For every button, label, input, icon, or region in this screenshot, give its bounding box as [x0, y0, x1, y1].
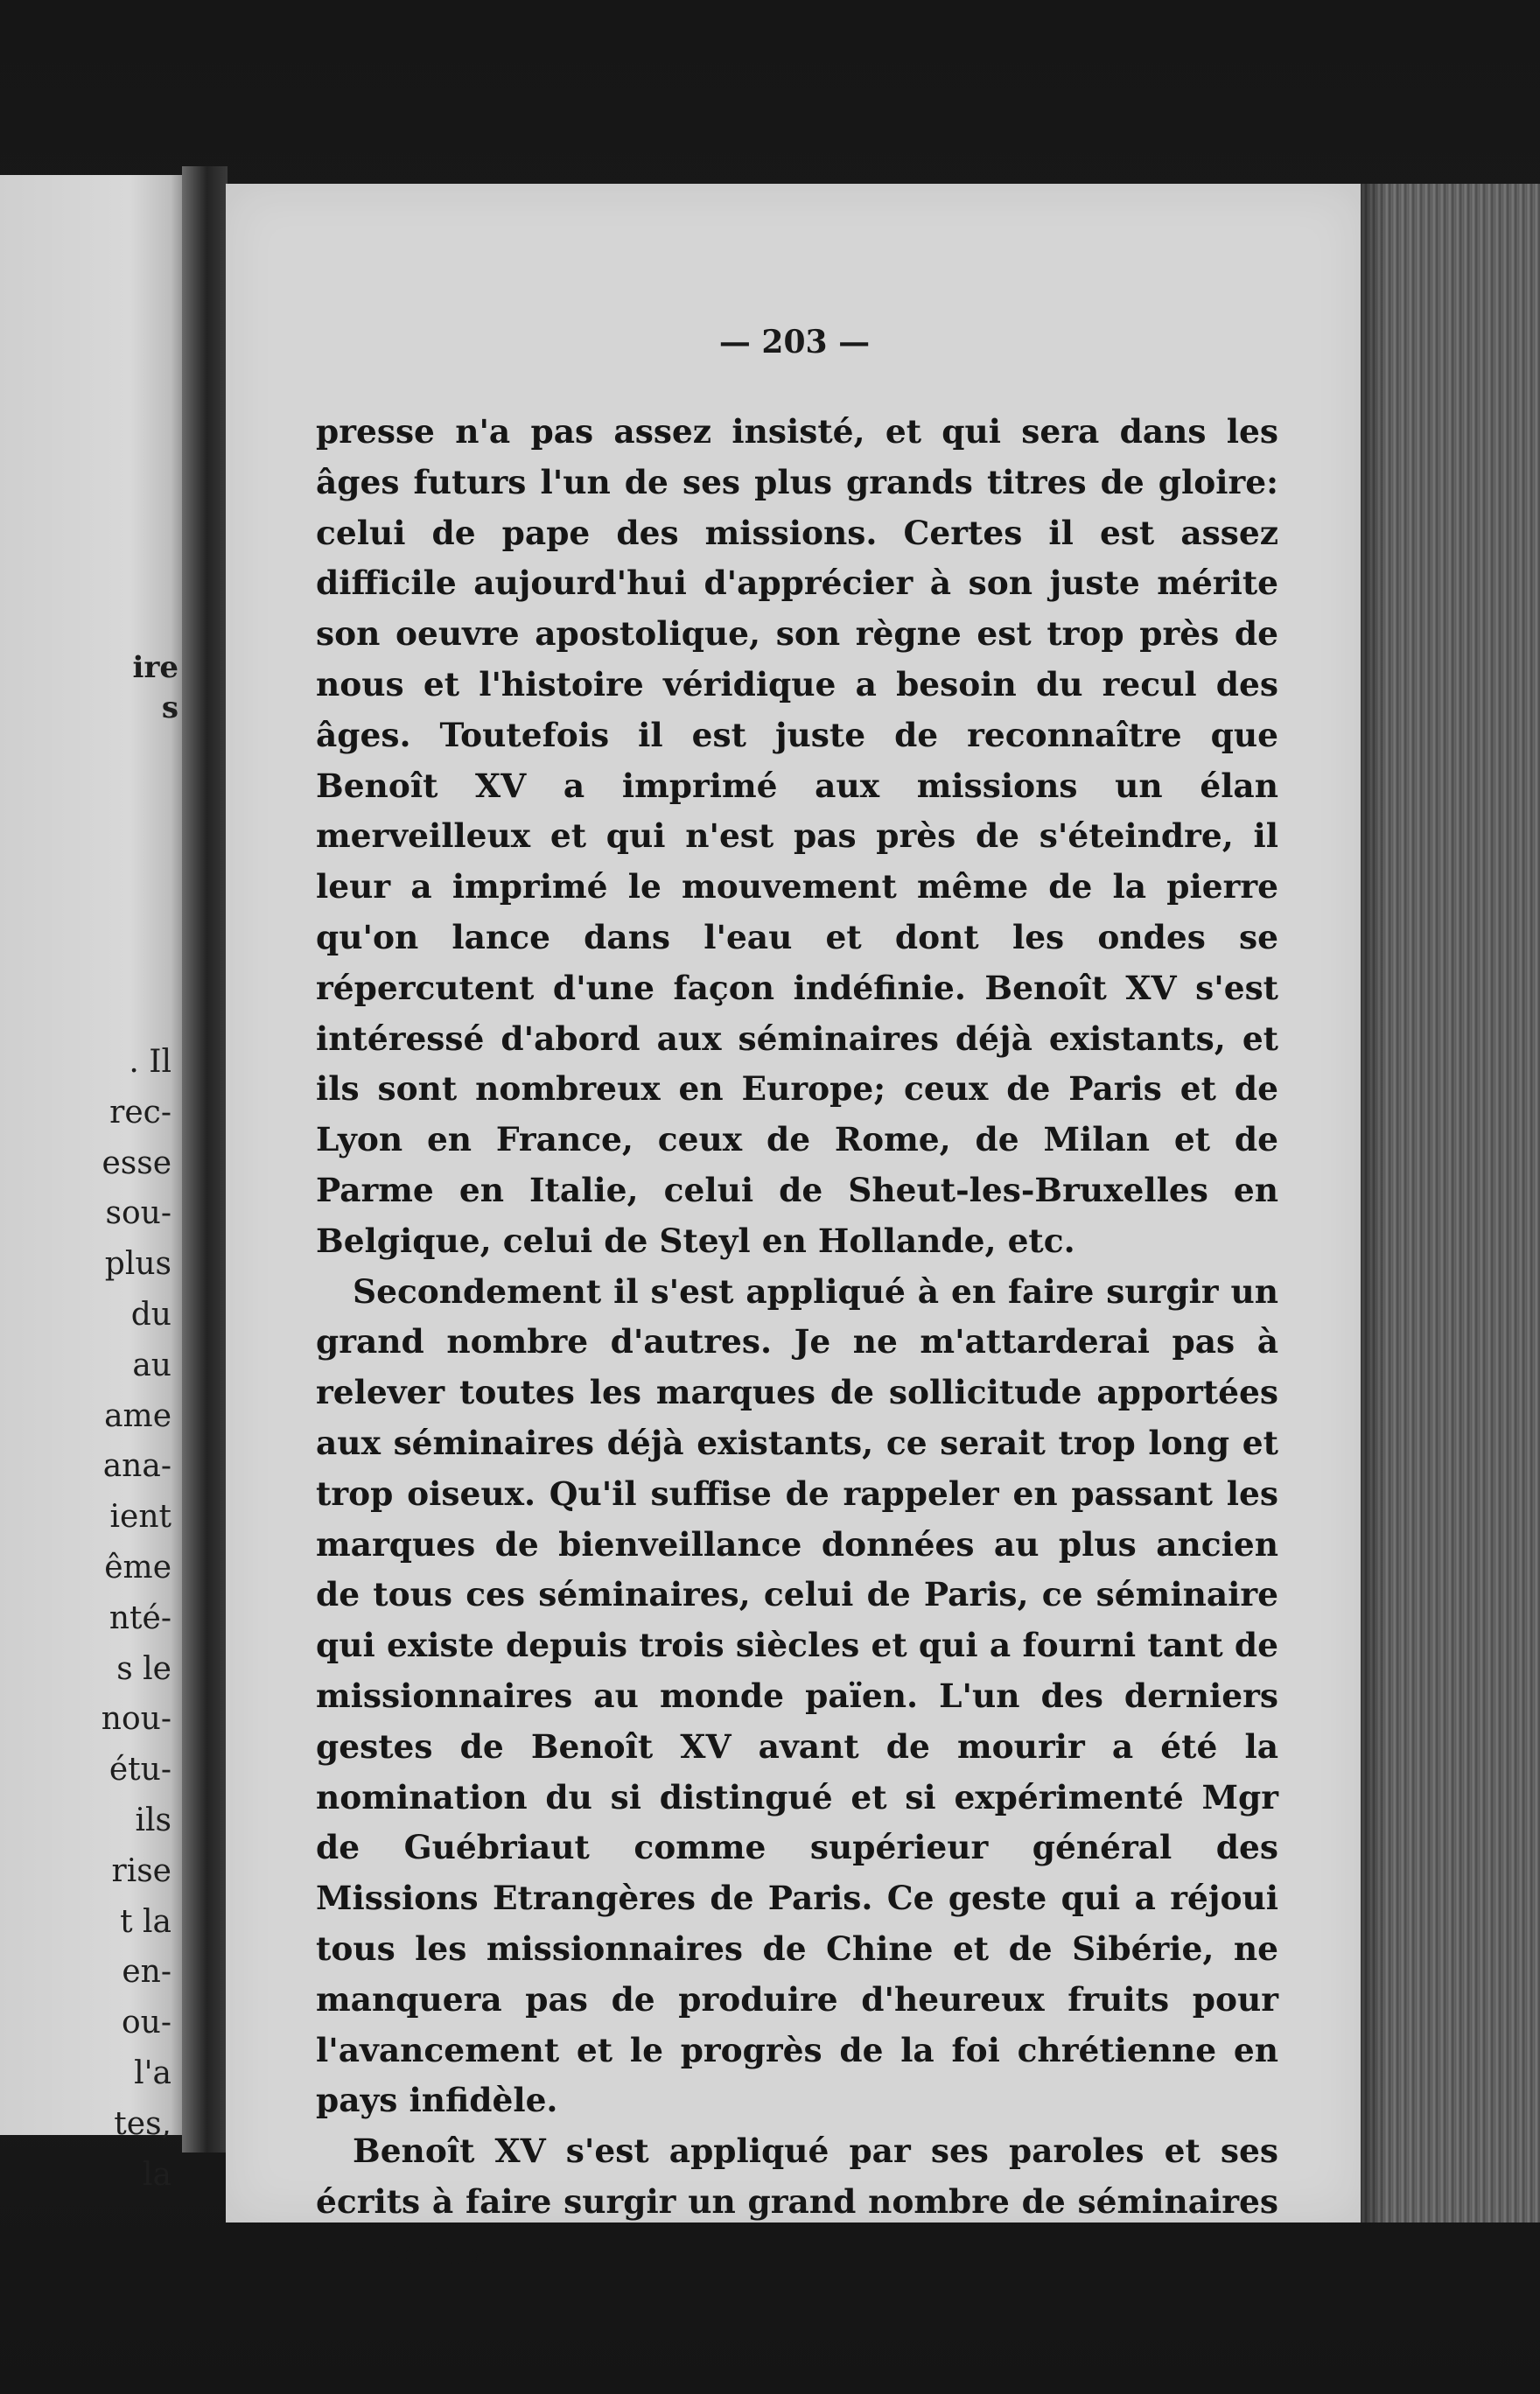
previous-page-line: nté- — [108, 1600, 172, 1636]
previous-page-line: la — [143, 2156, 172, 2193]
previous-page-line: plus — [104, 1246, 172, 1283]
previous-page-line: nou- — [101, 1701, 172, 1738]
previous-page-edge — [0, 175, 186, 2193]
previous-page-line: étu- — [108, 1752, 172, 1788]
previous-page-line: au — [132, 1347, 172, 1383]
previous-page-heading — [133, 648, 178, 728]
previous-page-line: t la — [120, 1903, 172, 1940]
previous-heading-line: ire — [132, 650, 178, 685]
previous-page-line: du — [130, 1296, 172, 1333]
page-edge-shadow — [1361, 184, 1387, 2222]
previous-page-line: ils — [135, 1802, 172, 1838]
previous-page-line: rec- — [109, 1094, 172, 1130]
previous-page-line-fragments — [102, 1037, 172, 2200]
previous-heading-line: s — [161, 690, 178, 725]
previous-page-line: s le — [116, 1650, 172, 1687]
book-gutter — [182, 166, 228, 2152]
paragraph-3: Benoît XV s'est appliqué par ses paroles et ses écrits à faire surgir un grand nombre de séminaires nouveaux. En — [316, 2132, 1278, 2272]
paragraph-1: presse n'a pas assez insisté, et qui sera dans les âges futurs l'un de ses plus grands titres de gloire: celui de pape des missions. Certes il est assez difficile aujourd'hui d'apprécier à son juste mérite son oeuvre apostolique, son règne est trop près de nous et l'histoire véridique a besoin du recul des âges. Toutefois il est juste de reconnaître que Benoît XV a imprimé aux missions un élan merveilleux et qui n'est pas près de s'éteindre, il leur a imprimé le mouvement même de la pierre qu'on lance dans l'eau et dont les ondes se répercutent d'une façon indéfinie. Benoît XV s'est intéressé d'abord aux séminaires déjà existants, et ils sont nombreux en Europe; ceux de Paris et de Lyon en France, ceux de Rome, de Milan et de Parme en Italie, celui de Sheut-les-Bruxelles en Belgique, celui de Steyl en Hollande, etc. — [316, 412, 1278, 1260]
previous-page-line: ient — [109, 1499, 172, 1536]
previous-page-line: ou- — [121, 2005, 172, 2041]
previous-page-line: sou- — [105, 1195, 172, 1232]
previous-page-line: esse — [102, 1144, 172, 1181]
previous-page-line: ame — [104, 1397, 172, 1434]
previous-page-line: en- — [122, 1954, 172, 1991]
page-body — [316, 407, 1278, 2278]
page-number: — 203 — — [718, 324, 871, 360]
previous-page-line: rise — [111, 1852, 172, 1889]
previous-page-line: ême — [104, 1549, 172, 1586]
book-page — [226, 184, 1363, 2272]
stacked-page-edges — [1361, 184, 1540, 2222]
previous-page-line: tes, — [114, 2105, 172, 2142]
previous-page-line: l'a — [134, 2054, 172, 2091]
previous-page-line: . Il — [129, 1044, 172, 1080]
previous-page-line: ana- — [102, 1448, 172, 1485]
paragraph-2: Secondement il s'est appliqué à en faire surgir un grand nombre d'autres. Je ne m'attarderai pas à relever toutes les marques de sollicitude apportées aux séminaires déjà existants, ce serait trop long et trop oiseux. Qu'il suffise de rappeler en passant les marques de bienveillance données au plus ancien de tous ces séminaires, celui de Paris, ce séminaire qui existe depuis trois siècles et qui a fourni tant de missionnaires au monde païen. L'un des derniers gestes de Benoît XV avant de mourir a été la nomination du si distingué et si expérimenté Mgr de Guébriaut comme supérieur général des Missions Etrangères de Paris. Ce geste qui a réjoui tous les missionnaires de Chine et de Sibérie, ne manquera pas de produire d'heureux fruits pour l'avancement et le progrès de la foi chrétienne en pays infidèle. — [316, 1271, 1278, 2120]
